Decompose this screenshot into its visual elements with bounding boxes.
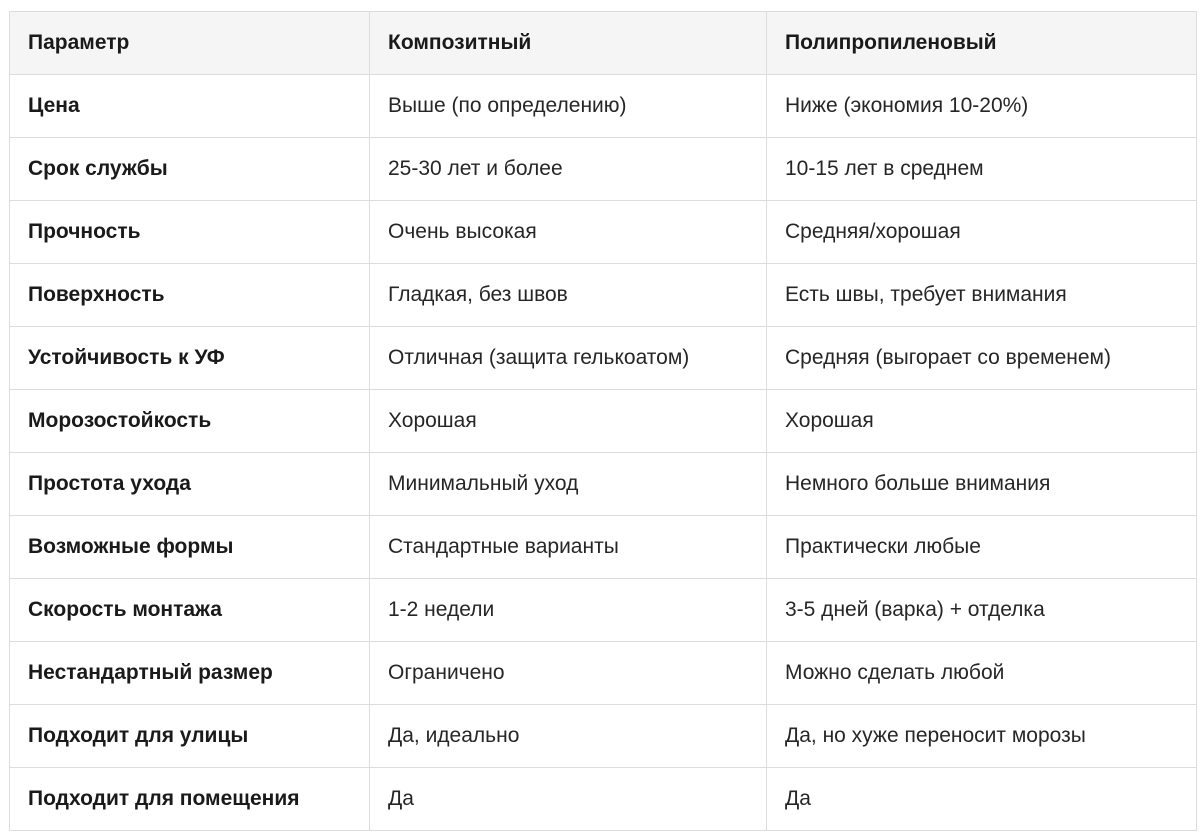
row-composite-value: Ограничено <box>370 642 767 705</box>
table-row <box>10 768 1197 831</box>
row-parameter: Подходит для улицы <box>10 705 370 768</box>
table-row <box>10 453 1197 516</box>
table-row <box>10 75 1197 138</box>
row-polypropylene-value: Хорошая <box>767 390 1197 453</box>
row-polypropylene-value: 10-15 лет в среднем <box>767 138 1197 201</box>
row-parameter: Устойчивость к УФ <box>10 327 370 390</box>
row-polypropylene-value: Есть швы, требует внимания <box>767 264 1197 327</box>
row-parameter: Срок службы <box>10 138 370 201</box>
row-polypropylene-value: Ниже (экономия 10-20%) <box>767 75 1197 138</box>
table-row <box>10 642 1197 705</box>
row-polypropylene-value: Средняя (выгорает со временем) <box>767 327 1197 390</box>
header-polypropylene: Полипропиленовый <box>767 12 1197 75</box>
row-polypropylene-value: Средняя/хорошая <box>767 201 1197 264</box>
row-parameter: Скорость монтажа <box>10 579 370 642</box>
table-row <box>10 579 1197 642</box>
header-row <box>10 12 1197 75</box>
row-composite-value: Да, идеально <box>370 705 767 768</box>
row-parameter: Простота ухода <box>10 453 370 516</box>
row-parameter: Возможные формы <box>10 516 370 579</box>
row-parameter: Морозостойкость <box>10 390 370 453</box>
row-composite-value: Хорошая <box>370 390 767 453</box>
comparison-table-container <box>9 11 1196 831</box>
table-row <box>10 390 1197 453</box>
row-polypropylene-value: Практически любые <box>767 516 1197 579</box>
row-composite-value: Стандартные варианты <box>370 516 767 579</box>
table-row <box>10 264 1197 327</box>
row-composite-value: Гладкая, без швов <box>370 264 767 327</box>
row-composite-value: Да <box>370 768 767 831</box>
table-body <box>10 75 1197 831</box>
comparison-table <box>9 11 1197 831</box>
table-row <box>10 201 1197 264</box>
table-row <box>10 516 1197 579</box>
table-row <box>10 138 1197 201</box>
row-polypropylene-value: Да, но хуже переносит морозы <box>767 705 1197 768</box>
row-composite-value: 25-30 лет и более <box>370 138 767 201</box>
row-parameter: Цена <box>10 75 370 138</box>
row-polypropylene-value: Да <box>767 768 1197 831</box>
table-row <box>10 327 1197 390</box>
table-header <box>10 12 1197 75</box>
row-polypropylene-value: Немного больше внимания <box>767 453 1197 516</box>
row-composite-value: 1-2 недели <box>370 579 767 642</box>
header-composite: Композитный <box>370 12 767 75</box>
row-composite-value: Отличная (защита гелькоатом) <box>370 327 767 390</box>
table-row <box>10 705 1197 768</box>
row-composite-value: Очень высокая <box>370 201 767 264</box>
header-parameter: Параметр <box>10 12 370 75</box>
row-composite-value: Минимальный уход <box>370 453 767 516</box>
row-parameter: Подходит для помещения <box>10 768 370 831</box>
row-parameter: Прочность <box>10 201 370 264</box>
row-polypropylene-value: Можно сделать любой <box>767 642 1197 705</box>
row-composite-value: Выше (по определению) <box>370 75 767 138</box>
row-parameter: Поверхность <box>10 264 370 327</box>
row-polypropylene-value: 3-5 дней (варка) + отделка <box>767 579 1197 642</box>
row-parameter: Нестандартный размер <box>10 642 370 705</box>
